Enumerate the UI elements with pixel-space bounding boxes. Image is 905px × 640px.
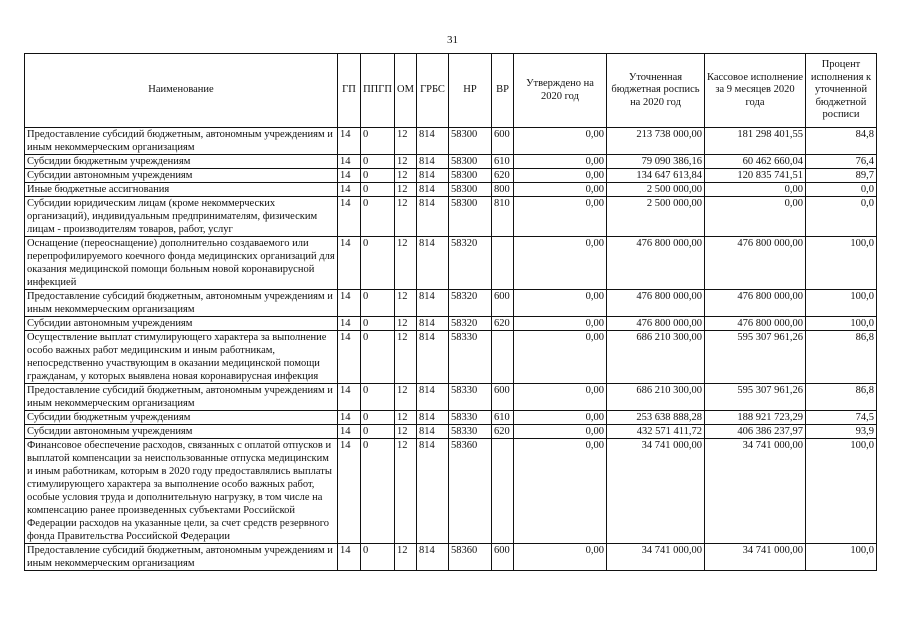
cell-gp: 14 xyxy=(338,128,361,155)
cell-percent: 100,0 xyxy=(806,544,877,571)
cell-name: Предоставление субсидий бюджетным, автономным учреждениям и иным некоммерческим организациям xyxy=(25,128,338,155)
column-header-grbs: ГРБС xyxy=(417,54,449,128)
cell-name: Финансовое обеспечение расходов, связанных с оплатой отпусков и выплатой компенсации за неиспользованные отпуска медицинским и иным работникам, которым в 2020 году предоставлялись выплаты стимулирующего характера за выполнение особо важных работ, особые условия труда и дополнительную нагрузку, в том числе на компенсацию ранее произведенных субъектами Российской Федерации расходов на указанные цели, за счет средств резервного фонда Правительства Российской Федерации xyxy=(25,439,338,544)
cell-grbs: 814 xyxy=(417,183,449,197)
cell-nr: 58330 xyxy=(449,331,492,384)
cell-vr xyxy=(492,439,514,544)
cell-cash: 595 307 961,26 xyxy=(705,331,806,384)
cell-vr: 600 xyxy=(492,290,514,317)
cell-cash: 0,00 xyxy=(705,183,806,197)
cell-om: 12 xyxy=(395,197,417,237)
cell-vr: 810 xyxy=(492,197,514,237)
cell-nr: 58320 xyxy=(449,290,492,317)
cell-ppgp: 0 xyxy=(361,183,395,197)
table-body xyxy=(25,128,877,571)
column-header-approved: Утверждено на 2020 год xyxy=(514,54,607,128)
cell-grbs: 814 xyxy=(417,544,449,571)
cell-gp: 14 xyxy=(338,155,361,169)
column-header-gp: ГП xyxy=(338,54,361,128)
cell-name: Оснащение (переоснащение) дополнительно создаваемого или перепрофилируемого коечного фонда медицинских организаций для оказания медицинской помощи больным новой коронавирусной инфекцией xyxy=(25,237,338,290)
cell-cash: 476 800 000,00 xyxy=(705,317,806,331)
column-header-percent: Процент исполнения к уточненной бюджетной росписи xyxy=(806,54,877,128)
cell-om: 12 xyxy=(395,290,417,317)
cell-approved: 0,00 xyxy=(514,425,607,439)
cell-percent: 100,0 xyxy=(806,290,877,317)
cell-cash: 406 386 237,97 xyxy=(705,425,806,439)
cell-approved: 0,00 xyxy=(514,439,607,544)
cell-specified: 2 500 000,00 xyxy=(607,183,705,197)
cell-ppgp: 0 xyxy=(361,425,395,439)
cell-grbs: 814 xyxy=(417,128,449,155)
cell-gp: 14 xyxy=(338,439,361,544)
cell-vr: 600 xyxy=(492,544,514,571)
column-header-nr: НР xyxy=(449,54,492,128)
cell-ppgp: 0 xyxy=(361,384,395,411)
cell-approved: 0,00 xyxy=(514,411,607,425)
table-row xyxy=(25,290,877,317)
cell-om: 12 xyxy=(395,544,417,571)
cell-specified: 213 738 000,00 xyxy=(607,128,705,155)
column-header-ppgp: ППГП xyxy=(361,54,395,128)
cell-name: Субсидии бюджетным учреждениям xyxy=(25,411,338,425)
table-row xyxy=(25,183,877,197)
cell-vr: 620 xyxy=(492,169,514,183)
cell-specified: 34 741 000,00 xyxy=(607,544,705,571)
cell-gp: 14 xyxy=(338,290,361,317)
cell-percent: 0,0 xyxy=(806,183,877,197)
cell-name: Субсидии юридическим лицам (кроме некоммерческих организаций), индивидуальным предпринимателям, физическим лицам - производителям товаров, работ, услуг xyxy=(25,197,338,237)
cell-nr: 58300 xyxy=(449,169,492,183)
cell-approved: 0,00 xyxy=(514,331,607,384)
cell-percent: 86,8 xyxy=(806,384,877,411)
cell-cash: 595 307 961,26 xyxy=(705,384,806,411)
page-number: 31 xyxy=(447,34,458,46)
cell-om: 12 xyxy=(395,425,417,439)
cell-specified: 432 571 411,72 xyxy=(607,425,705,439)
cell-percent: 0,0 xyxy=(806,197,877,237)
cell-specified: 134 647 613,84 xyxy=(607,169,705,183)
cell-percent: 93,9 xyxy=(806,425,877,439)
cell-cash: 120 835 741,51 xyxy=(705,169,806,183)
cell-gp: 14 xyxy=(338,317,361,331)
cell-approved: 0,00 xyxy=(514,384,607,411)
cell-vr: 800 xyxy=(492,183,514,197)
cell-vr: 620 xyxy=(492,425,514,439)
cell-percent: 100,0 xyxy=(806,237,877,290)
cell-gp: 14 xyxy=(338,411,361,425)
cell-ppgp: 0 xyxy=(361,128,395,155)
table-header-row xyxy=(25,54,877,128)
cell-name: Субсидии бюджетным учреждениям xyxy=(25,155,338,169)
cell-om: 12 xyxy=(395,237,417,290)
cell-specified: 34 741 000,00 xyxy=(607,439,705,544)
cell-ppgp: 0 xyxy=(361,290,395,317)
table-row xyxy=(25,439,877,544)
cell-percent: 100,0 xyxy=(806,317,877,331)
cell-vr xyxy=(492,331,514,384)
cell-gp: 14 xyxy=(338,384,361,411)
cell-nr: 58300 xyxy=(449,183,492,197)
cell-gp: 14 xyxy=(338,425,361,439)
cell-nr: 58360 xyxy=(449,439,492,544)
table-row xyxy=(25,169,877,183)
cell-approved: 0,00 xyxy=(514,128,607,155)
cell-approved: 0,00 xyxy=(514,183,607,197)
cell-nr: 58300 xyxy=(449,197,492,237)
cell-gp: 14 xyxy=(338,237,361,290)
cell-grbs: 814 xyxy=(417,290,449,317)
table-row xyxy=(25,331,877,384)
cell-specified: 476 800 000,00 xyxy=(607,317,705,331)
cell-cash: 188 921 723,29 xyxy=(705,411,806,425)
cell-name: Предоставление субсидий бюджетным, автономным учреждениям и иным некоммерческим организациям xyxy=(25,544,338,571)
table-row xyxy=(25,237,877,290)
cell-approved: 0,00 xyxy=(514,544,607,571)
cell-vr xyxy=(492,237,514,290)
column-header-vr: ВР xyxy=(492,54,514,128)
cell-specified: 2 500 000,00 xyxy=(607,197,705,237)
cell-grbs: 814 xyxy=(417,317,449,331)
cell-vr: 610 xyxy=(492,155,514,169)
cell-gp: 14 xyxy=(338,544,361,571)
cell-vr: 610 xyxy=(492,411,514,425)
cell-ppgp: 0 xyxy=(361,155,395,169)
cell-vr: 600 xyxy=(492,384,514,411)
cell-specified: 253 638 888,28 xyxy=(607,411,705,425)
cell-nr: 58330 xyxy=(449,425,492,439)
cell-specified: 79 090 386,16 xyxy=(607,155,705,169)
cell-name: Предоставление субсидий бюджетным, автономным учреждениям и иным некоммерческим организациям xyxy=(25,384,338,411)
cell-grbs: 814 xyxy=(417,169,449,183)
cell-vr: 620 xyxy=(492,317,514,331)
table-row xyxy=(25,317,877,331)
cell-percent: 84,8 xyxy=(806,128,877,155)
cell-gp: 14 xyxy=(338,169,361,183)
cell-om: 12 xyxy=(395,128,417,155)
cell-percent: 76,4 xyxy=(806,155,877,169)
cell-om: 12 xyxy=(395,439,417,544)
cell-name: Осуществление выплат стимулирующего характера за выполнение особо важных работ медицинским и иным работникам, непосредственно участвующим в оказании медицинской помощи гражданам, у которых выявлена новая коронавирусная инфекция xyxy=(25,331,338,384)
cell-om: 12 xyxy=(395,384,417,411)
budget-execution-table xyxy=(24,53,877,571)
cell-ppgp: 0 xyxy=(361,331,395,384)
cell-cash: 0,00 xyxy=(705,197,806,237)
cell-nr: 58330 xyxy=(449,411,492,425)
cell-cash: 181 298 401,55 xyxy=(705,128,806,155)
cell-om: 12 xyxy=(395,411,417,425)
cell-approved: 0,00 xyxy=(514,317,607,331)
cell-nr: 58300 xyxy=(449,128,492,155)
cell-nr: 58360 xyxy=(449,544,492,571)
cell-om: 12 xyxy=(395,155,417,169)
cell-vr: 600 xyxy=(492,128,514,155)
table-row xyxy=(25,128,877,155)
cell-name: Субсидии автономным учреждениям xyxy=(25,425,338,439)
cell-grbs: 814 xyxy=(417,331,449,384)
table-row xyxy=(25,384,877,411)
cell-grbs: 814 xyxy=(417,384,449,411)
column-header-specified: Уточненная бюджетная роспись на 2020 год xyxy=(607,54,705,128)
table-row xyxy=(25,411,877,425)
cell-name: Предоставление субсидий бюджетным, автономным учреждениям и иным некоммерческим организациям xyxy=(25,290,338,317)
cell-ppgp: 0 xyxy=(361,197,395,237)
cell-gp: 14 xyxy=(338,331,361,384)
cell-nr: 58320 xyxy=(449,237,492,290)
cell-grbs: 814 xyxy=(417,155,449,169)
column-header-om: ОМ xyxy=(395,54,417,128)
cell-approved: 0,00 xyxy=(514,169,607,183)
table-row xyxy=(25,544,877,571)
cell-approved: 0,00 xyxy=(514,155,607,169)
cell-om: 12 xyxy=(395,169,417,183)
cell-nr: 58330 xyxy=(449,384,492,411)
cell-cash: 476 800 000,00 xyxy=(705,290,806,317)
table-row xyxy=(25,155,877,169)
cell-nr: 58300 xyxy=(449,155,492,169)
cell-grbs: 814 xyxy=(417,237,449,290)
cell-approved: 0,00 xyxy=(514,290,607,317)
cell-approved: 0,00 xyxy=(514,237,607,290)
cell-specified: 686 210 300,00 xyxy=(607,331,705,384)
cell-ppgp: 0 xyxy=(361,544,395,571)
cell-cash: 34 741 000,00 xyxy=(705,544,806,571)
cell-percent: 89,7 xyxy=(806,169,877,183)
cell-grbs: 814 xyxy=(417,197,449,237)
cell-ppgp: 0 xyxy=(361,237,395,290)
cell-cash: 34 741 000,00 xyxy=(705,439,806,544)
cell-specified: 686 210 300,00 xyxy=(607,384,705,411)
column-header-name: Наименование xyxy=(25,54,338,128)
cell-specified: 476 800 000,00 xyxy=(607,290,705,317)
cell-om: 12 xyxy=(395,183,417,197)
cell-name: Субсидии автономным учреждениям xyxy=(25,317,338,331)
cell-grbs: 814 xyxy=(417,411,449,425)
cell-nr: 58320 xyxy=(449,317,492,331)
cell-gp: 14 xyxy=(338,183,361,197)
cell-gp: 14 xyxy=(338,197,361,237)
cell-cash: 60 462 660,04 xyxy=(705,155,806,169)
table-row xyxy=(25,425,877,439)
cell-percent: 86,8 xyxy=(806,331,877,384)
cell-ppgp: 0 xyxy=(361,317,395,331)
cell-ppgp: 0 xyxy=(361,411,395,425)
cell-ppgp: 0 xyxy=(361,169,395,183)
column-header-cash: Кассовое исполнение за 9 месяцев 2020 года xyxy=(705,54,806,128)
cell-ppgp: 0 xyxy=(361,439,395,544)
cell-name: Субсидии автономным учреждениям xyxy=(25,169,338,183)
cell-percent: 100,0 xyxy=(806,439,877,544)
cell-om: 12 xyxy=(395,317,417,331)
cell-grbs: 814 xyxy=(417,439,449,544)
cell-om: 12 xyxy=(395,331,417,384)
table-row xyxy=(25,197,877,237)
cell-approved: 0,00 xyxy=(514,197,607,237)
cell-grbs: 814 xyxy=(417,425,449,439)
cell-name: Иные бюджетные ассигнования xyxy=(25,183,338,197)
cell-cash: 476 800 000,00 xyxy=(705,237,806,290)
cell-percent: 74,5 xyxy=(806,411,877,425)
cell-specified: 476 800 000,00 xyxy=(607,237,705,290)
